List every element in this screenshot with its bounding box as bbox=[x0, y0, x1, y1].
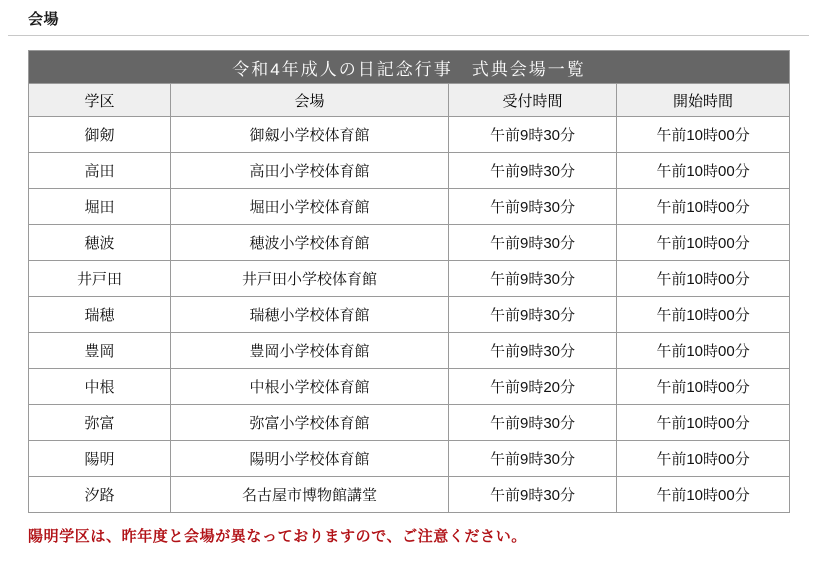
cell-venue: 豊岡小学校体育館 bbox=[171, 333, 449, 369]
cell-reception-time: 午前9時30分 bbox=[449, 225, 617, 261]
cell-district: 瑞穂 bbox=[29, 297, 171, 333]
cell-start-time: 午前10時00分 bbox=[617, 225, 790, 261]
table-row bbox=[29, 153, 790, 189]
table-header-row bbox=[29, 84, 790, 117]
table-row bbox=[29, 333, 790, 369]
cell-district: 堀田 bbox=[29, 189, 171, 225]
cell-reception-time: 午前9時20分 bbox=[449, 369, 617, 405]
cell-district: 汐路 bbox=[29, 477, 171, 513]
column-header-venue: 会場 bbox=[171, 84, 449, 117]
cell-district: 井戸田 bbox=[29, 261, 171, 297]
table-row bbox=[29, 261, 790, 297]
column-header-start-time: 開始時間 bbox=[617, 84, 790, 117]
cell-start-time: 午前10時00分 bbox=[617, 261, 790, 297]
cell-start-time: 午前10時00分 bbox=[617, 477, 790, 513]
cell-reception-time: 午前9時30分 bbox=[449, 405, 617, 441]
cell-venue: 高田小学校体育館 bbox=[171, 153, 449, 189]
cell-venue: 名古屋市博物館講堂 bbox=[171, 477, 449, 513]
cell-reception-time: 午前9時30分 bbox=[449, 333, 617, 369]
cell-start-time: 午前10時00分 bbox=[617, 117, 790, 153]
cell-reception-time: 午前9時30分 bbox=[449, 261, 617, 297]
page-title: 会場 bbox=[28, 11, 60, 28]
venue-table bbox=[28, 50, 790, 513]
cell-start-time: 午前10時00分 bbox=[617, 405, 790, 441]
cell-start-time: 午前10時00分 bbox=[617, 333, 790, 369]
cell-venue: 井戸田小学校体育館 bbox=[171, 261, 449, 297]
cell-start-time: 午前10時00分 bbox=[617, 189, 790, 225]
cell-venue: 御劔小学校体育館 bbox=[171, 117, 449, 153]
cell-reception-time: 午前9時30分 bbox=[449, 117, 617, 153]
cell-district: 陽明 bbox=[29, 441, 171, 477]
cell-venue: 陽明小学校体育館 bbox=[171, 441, 449, 477]
cell-reception-time: 午前9時30分 bbox=[449, 441, 617, 477]
cell-venue: 堀田小学校体育館 bbox=[171, 189, 449, 225]
cell-district: 豊岡 bbox=[29, 333, 171, 369]
cell-district: 御剱 bbox=[29, 117, 171, 153]
table-row bbox=[29, 477, 790, 513]
cell-reception-time: 午前9時30分 bbox=[449, 297, 617, 333]
cell-district: 高田 bbox=[29, 153, 171, 189]
cell-venue: 中根小学校体育館 bbox=[171, 369, 449, 405]
table-row bbox=[29, 225, 790, 261]
cell-venue: 弥富小学校体育館 bbox=[171, 405, 449, 441]
cell-district: 穂波 bbox=[29, 225, 171, 261]
cell-district: 中根 bbox=[29, 369, 171, 405]
cell-reception-time: 午前9時30分 bbox=[449, 153, 617, 189]
cell-venue: 瑞穂小学校体育館 bbox=[171, 297, 449, 333]
table-row bbox=[29, 405, 790, 441]
column-header-reception-time: 受付時間 bbox=[449, 84, 617, 117]
cell-venue: 穂波小学校体育館 bbox=[171, 225, 449, 261]
cell-start-time: 午前10時00分 bbox=[617, 369, 790, 405]
cell-reception-time: 午前9時30分 bbox=[449, 477, 617, 513]
table-row bbox=[29, 369, 790, 405]
column-header-district: 学区 bbox=[29, 84, 171, 117]
venue-table-wrapper bbox=[0, 36, 817, 513]
table-row bbox=[29, 117, 790, 153]
cell-start-time: 午前10時00分 bbox=[617, 153, 790, 189]
cell-start-time: 午前10時00分 bbox=[617, 297, 790, 333]
cell-start-time: 午前10時00分 bbox=[617, 441, 790, 477]
cell-reception-time: 午前9時30分 bbox=[449, 189, 617, 225]
attention-note: 陽明学区は、昨年度と会場が異なっておりますので、ご注意ください。 bbox=[28, 528, 527, 545]
table-title: 令和4年成人の日記念行事 式典会場一覧 bbox=[29, 51, 790, 84]
table-row bbox=[29, 441, 790, 477]
table-row bbox=[29, 297, 790, 333]
table-title-row bbox=[29, 51, 790, 84]
table-row bbox=[29, 189, 790, 225]
cell-district: 弥富 bbox=[29, 405, 171, 441]
